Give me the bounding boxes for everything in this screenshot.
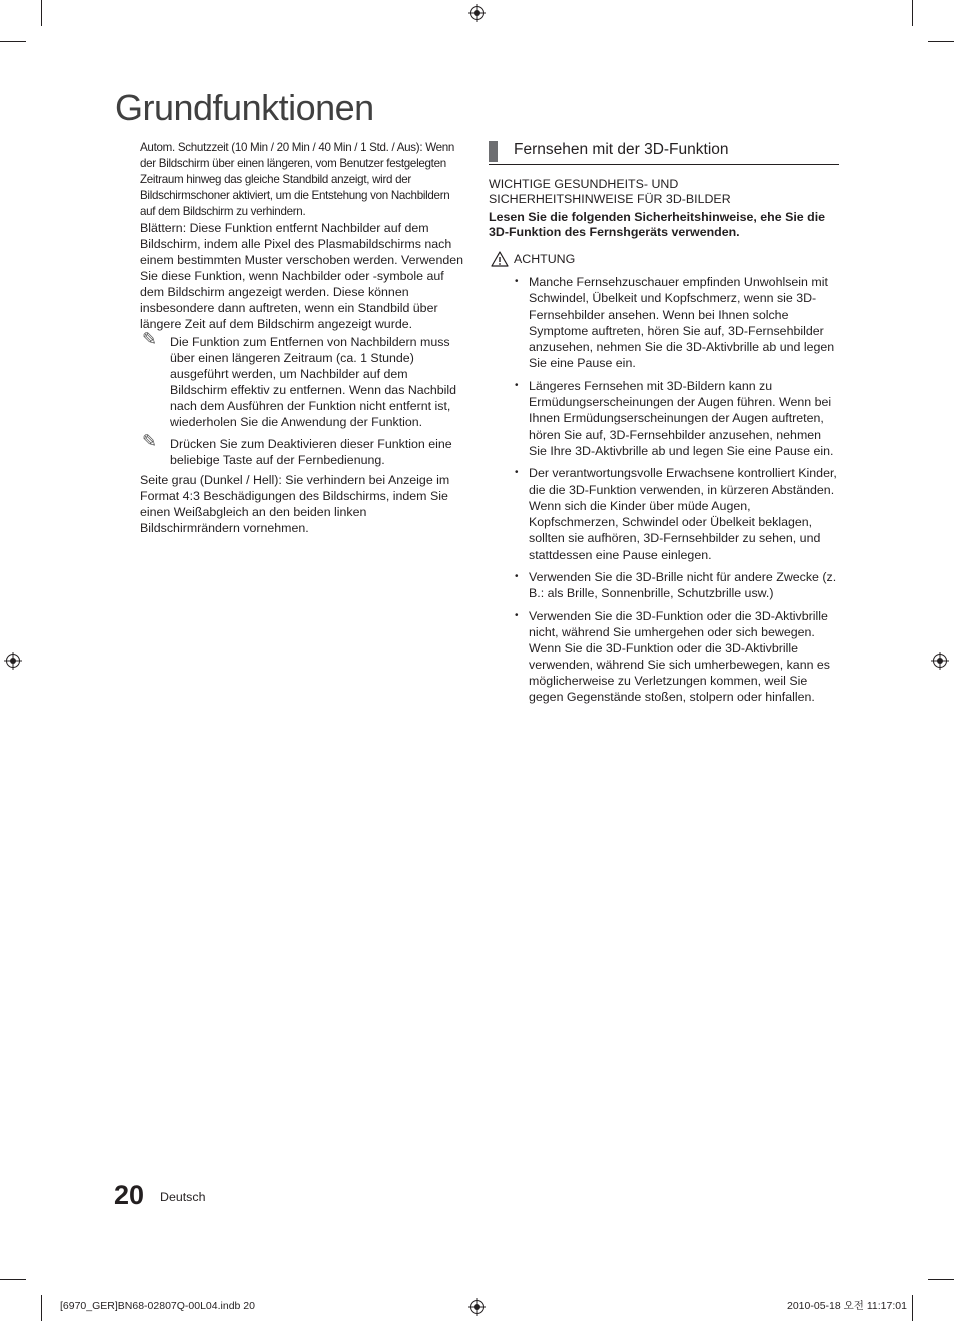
page-number: 20 [114,1180,145,1210]
crop-mark [912,1295,913,1321]
auto-protection-paragraph [140,140,466,220]
safety-bullet-list [489,274,839,705]
registration-mark-icon [4,652,22,670]
warning-triangle-icon [491,251,509,267]
list-item-text: Verwenden Sie die 3D-Funktion oder die 3D-Aktivbrille nicht, während Sie umhergehen oder sich bewegen. Wenn Sie die 3D-Funktion oder die 3D-Aktivbrille verwenden, während Sie sich umherbewegen, kann es möglicherweise zu Verletzungen kommen, weil Sie gegen Gegenstände stoßen, stolpern oder hinfallen. [529,608,830,705]
bullet-icon: • [515,467,519,479]
list-item [489,274,839,372]
crop-mark [41,0,42,26]
page-language: Deutsch [160,1190,206,1204]
list-item-text: Verwenden Sie die 3D-Brille nicht für andere Zwecke (z. B.: als Brille, Sonnenbrille, Schutzbrille usw.) [529,570,837,601]
note-2 [140,431,466,468]
left-column [140,140,466,536]
crop-mark [928,41,954,42]
list-item [489,378,839,459]
section-marker-bar [489,141,498,162]
note-2-text: Drücken Sie zum Deaktivieren dieser Funktion eine beliebige Taste auf der Fernbedienung. [170,437,452,467]
bullet-icon: • [515,571,519,583]
registration-mark-icon [468,4,486,22]
caps-line-1: WICHTIGE GESUNDHEITS- UND [489,177,679,191]
scroll-text: : Diese Funktion entfernt Nachbilder auf dem Bildschirm, indem alle Pixel des Plasmabildschirms nach einem bestimmten Muster verschoben werden. Verwenden Sie diese Funktion, wenn Nachbilder oder -symbole auf dem Bildschirm angezeigt werden. Diese können insbesondere dann auftreten, wenn ein Standbild über längere Zeit auf dem Bildschirm angezeigt wurde. [140,221,464,331]
footer-file-info: [6970_GER]BN68-02807Q-00L04.indb 20 [60,1300,255,1312]
auto-protection-term: Autom. Schutzzeit (10 Min / 20 Min / 40 Min / 1 Std. / Aus) [140,141,420,154]
registration-mark-icon [931,652,949,670]
crop-mark [0,1279,26,1280]
list-item-text: Der verantwortungsvolle Erwachsene kontrolliert Kinder, die die 3D-Funktion verwenden, in kürzeren Abständen. Wenn sich die Kinder über müde Augen, Kopfschmerzen, Schwindel oder Übelkeit beklagen, sollten sie aufhören, 3D-Fernsehbilder zu sehen, und stattdessen eine Pause einlegen. [529,466,837,562]
crop-mark [912,0,913,26]
scroll-paragraph [140,220,466,332]
auto-protection-text: : Wenn der Bildschirm über einen längeren, vom Benutzer festgelegten Zeitraum hinweg das gleiche Standbild anzeigt, wird der Bildschirmschoner aktiviert, um die Entstehung von Nachbildern auf dem Bildschirm zu verhindern. [140,141,455,218]
warning-label [489,250,839,268]
grey-side-text: : Sie verhindern bei Anzeige im Format 4:3 Beschädigungen des Bildschirms, indem Sie einen Weißabgleich an den beiden linken Bildschirmrändern vornehmen. [140,473,450,535]
list-item [489,465,839,563]
right-column [489,140,839,711]
safety-intro: Lesen Sie die folgenden Sicherheitshinweise, ehe Sie die 3D-Funktion des Fernshgeräts verwenden. [489,210,826,239]
bullet-icon: • [515,276,519,287]
page-title: Grundfunktionen [115,87,374,128]
crop-mark [0,41,26,42]
grey-side-paragraph [140,472,466,536]
crop-mark [41,1295,42,1321]
bullet-icon: • [515,609,519,621]
registration-mark-icon [468,1298,486,1316]
list-item-text: Manche Fernsehzuschauer empfinden Unwohlsein mit Schwindel, Übelkeit und Kopfschmerz, wenn sie 3D-Fernsehbilder ansehen. Wenn bei Ihnen solche Symptome auftreten, hören Sie auf, 3D-Fernsehbilder anzusehen, nehmen Sie die 3D-Aktivbrille ab und legen Sie eine Pause ein. [529,275,835,371]
warning-text: ACHTUNG [514,252,576,266]
section-title: Fernsehen mit der 3D-Funktion [514,141,729,158]
grey-side-term: Seite grau (Dunkel / Hell) [140,473,279,487]
section-heading [489,140,839,165]
scroll-term: Blättern [140,221,183,235]
list-item [489,608,839,706]
list-item-text: Längeres Fernsehen mit 3D-Bildern kann zu Ermüdungserscheinungen der Augen führen. Wenn bei Ihnen Ermüdungserscheinungen der Augen auftreten, hören Sie auf, 3D-Fernsehbilder anzusehen, nehmen Sie Ihre 3D-Aktivbrille ab und legen Sie eine Pause ein. [529,378,834,458]
footer-timestamp: 2010-05-18 오전 11:17:01 [787,1300,907,1312]
note-pencil-icon: ✎ [142,431,158,451]
note-pencil-icon: ✎ [142,329,158,349]
bullet-icon: • [515,379,519,391]
crop-mark [928,1279,954,1280]
note-1 [140,329,466,430]
note-1-text: Die Funktion zum Entfernen von Nachbildern muss über einen längeren Zeitraum (ca. 1 Stunde) ausgeführt werden, um Nachbilder auf dem Bildschirm effektiv zu entfernen. Wenn das Nachbild nach dem Ausführen der Funktion nicht entfernt ist, wiederholen Sie die Anwendung der Funktion. [170,335,457,429]
safety-caps-heading [489,177,839,207]
caps-line-2: SICHERHEITSHINWEISE FÜR 3D-BILDER [489,192,731,206]
list-item [489,569,839,602]
